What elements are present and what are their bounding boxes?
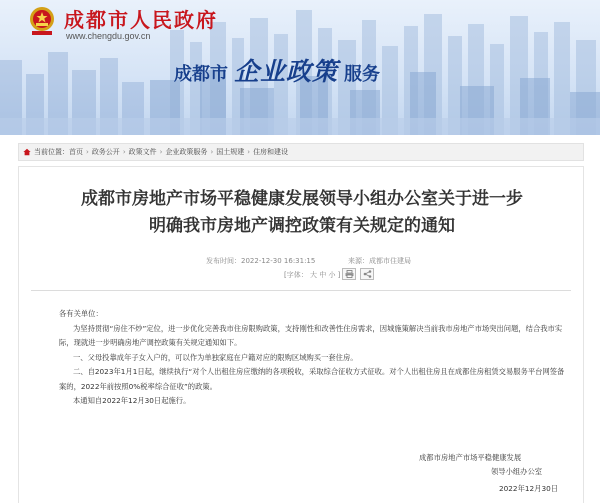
home-icon xyxy=(23,148,31,156)
article-title xyxy=(19,186,585,240)
breadcrumb-item-land-planning[interactable]: 国土规建 xyxy=(216,148,245,156)
paragraph: 本通知自2022年12月30日起施行。 xyxy=(73,396,191,405)
article-title-line2: 明确我市房地产调控政策有关规定的通知 xyxy=(149,216,455,236)
breadcrumb-separator: › xyxy=(247,148,251,156)
font-size-label: [字体： xyxy=(284,271,308,279)
breadcrumb xyxy=(18,143,584,161)
font-size-medium[interactable]: 中 xyxy=(319,271,327,279)
font-size-large[interactable]: 大 xyxy=(309,271,317,279)
paragraph: 为坚持贯彻“房住不炒”定位，进一步优化完善我市住房限购政策，支持刚性和改善性住房需求，因城施策解决当前我市房地产市场突出问题，结合我市实际，现就进一步明确房地产调控政策有关规定通知如下。 xyxy=(59,323,563,347)
breadcrumb-separator: › xyxy=(159,148,163,156)
breadcrumb-item-enterprise-policy[interactable]: 企业政策服务 xyxy=(165,148,208,156)
share-icon xyxy=(363,270,372,278)
breadcrumb-item-home[interactable]: 首页 xyxy=(69,148,83,156)
font-size-close: ] xyxy=(337,271,341,279)
article-tools xyxy=(19,270,585,284)
share-button[interactable] xyxy=(360,268,374,280)
article-body xyxy=(59,307,567,409)
breadcrumb-separator: › xyxy=(86,148,89,156)
breadcrumb-item-gov-affairs[interactable]: 政务公开 xyxy=(91,148,120,156)
publish-time: 发布时间：2022-12-30 16:31:15 xyxy=(206,257,316,265)
section-slogan xyxy=(174,52,380,88)
signature-date: 2022年12月30日 xyxy=(499,484,559,493)
slogan-city: 成都市 xyxy=(174,64,228,85)
greeting: 各有关单位： xyxy=(59,309,103,318)
divider xyxy=(31,290,571,291)
article-source: 来源：成都市住建局 xyxy=(348,257,411,265)
breadcrumb-separator: › xyxy=(210,148,214,156)
site-banner xyxy=(0,0,600,135)
breadcrumb-item-policy-files[interactable]: 政策文件 xyxy=(128,148,157,156)
font-size-small[interactable]: 小 xyxy=(328,271,336,279)
paragraph: 一、父母投靠成年子女入户的，可以作为单独家庭在户籍对应的限购区域购买一套住房。 xyxy=(73,352,358,362)
national-emblem-icon xyxy=(28,4,56,36)
site-title[interactable]: 成都市人民政府 xyxy=(64,8,218,32)
paragraph: 二、自2023年1月1日起，继续执行“对个人出租住房应缴纳的各项税收，采取综合征收方式征收。对个人出租住房且在成都住房租赁交易服务平台网签备案的，2022年前按照0%税率综合征收”的政策。 xyxy=(59,367,565,391)
signature-org: 成都市房地产市场平稳健康发展 xyxy=(419,453,522,462)
article-meta xyxy=(19,256,585,268)
article-title-line1: 成都市房地产市场平稳健康发展领导小组办公室关于进一步 xyxy=(81,189,523,209)
breadcrumb-prefix: 当前位置： xyxy=(34,148,69,156)
breadcrumb-item-housing[interactable]: 住房和建设 xyxy=(253,148,289,156)
font-size-selector xyxy=(284,270,340,280)
article-container xyxy=(18,166,584,503)
slogan-service: 服务 xyxy=(344,64,381,85)
signature-office: 领导小组办公室 xyxy=(491,467,543,476)
breadcrumb-separator: › xyxy=(122,148,126,156)
slogan-policy: 企业政策 xyxy=(234,57,339,86)
print-button[interactable] xyxy=(342,268,356,280)
site-url[interactable]: www.chengdu.gov.cn xyxy=(66,31,151,41)
print-icon xyxy=(345,270,354,278)
